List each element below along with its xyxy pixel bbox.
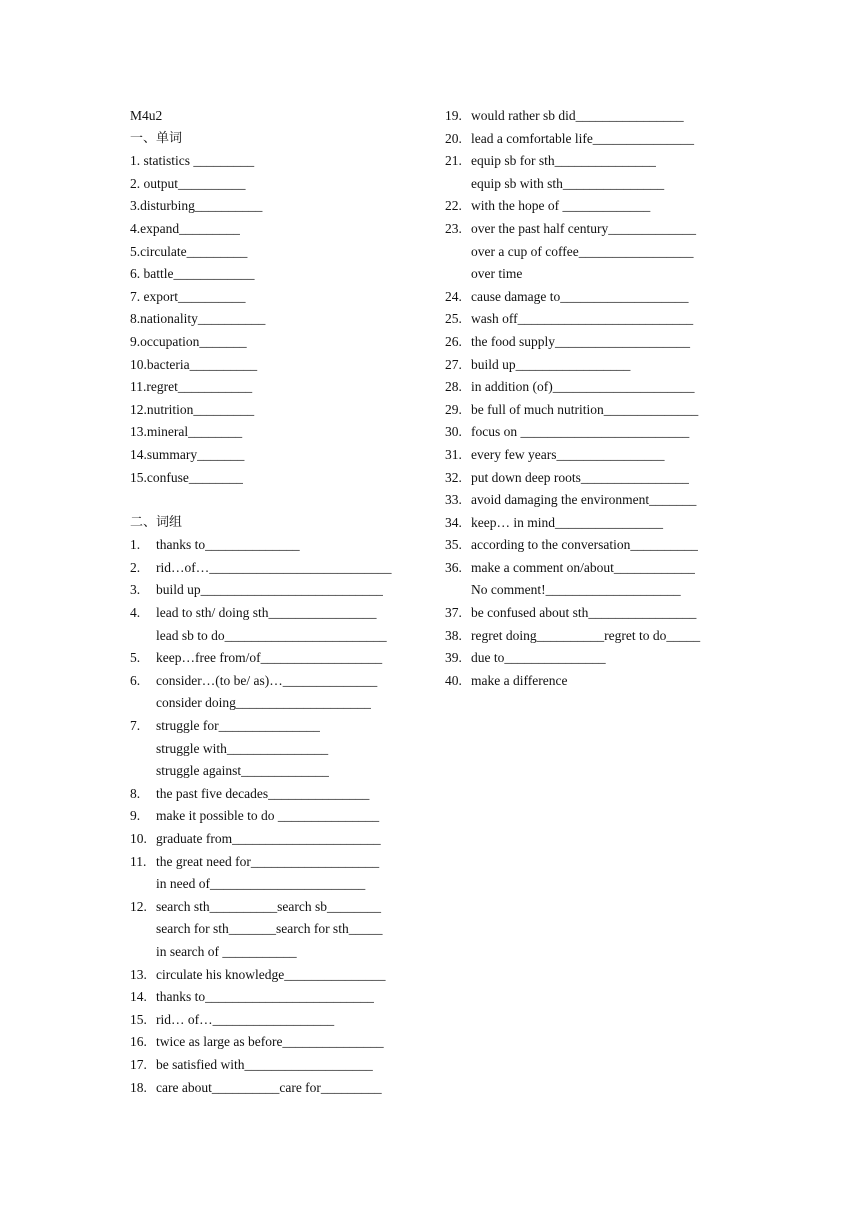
right-column [445,105,745,692]
phrase-item [130,534,430,557]
phrase-text: be confused about sth________________ [471,605,697,621]
phrase-text: the food supply____________________ [471,333,690,349]
vocab-item: 4.expand_________ [130,220,240,236]
phrase-text: struggle for_______________ [156,718,320,734]
phrase-item [130,964,430,987]
phrase-item [445,354,745,377]
phrase-number: 34. [445,514,462,530]
phrase-item [445,489,745,512]
phrase-number: 13. [130,966,147,982]
phrase-text: rid…of…___________________________ [156,559,392,575]
phrase-item [130,602,430,625]
vocab-item: 5.circulate_________ [130,243,248,259]
blank-line [130,489,430,512]
phrase-number: 18. [130,1079,147,1095]
phrase-text: the past five decades_______________ [156,785,370,801]
phrase-continuation: struggle with_______________ [156,740,329,756]
phrase-text: over the past half century_____________ [471,220,696,236]
phrase-item [445,195,745,218]
phrase-text: every few years________________ [471,446,665,462]
phrase-text: graduate from______________________ [156,831,381,846]
phrase-item [130,986,430,1009]
phrase-text: cause damage to___________________ [471,288,689,304]
vocab-item: 2. output__________ [130,175,246,191]
phrase-text: lead a comfortable life_______________ [471,130,695,146]
vocab-item: 14.summary_______ [130,446,245,462]
phrase-number: 1. [130,537,141,553]
phrase-number: 28. [445,379,462,395]
phrase-item [445,105,745,128]
phrase-text: keep…free from/of__________________ [156,650,383,666]
phrase-number: 2. [130,559,141,575]
phrase-continuation: consider doing____________________ [156,695,371,711]
phrase-item [130,896,430,919]
document-title: M4u2 [130,108,163,123]
phrase-number: 24. [445,288,462,304]
phrase-text: make a difference [471,672,568,688]
phrase-item [445,150,745,173]
phrase-text: in addition (of)_____________________ [471,379,695,395]
phrase-item [445,557,745,580]
phrase-item [130,783,430,806]
phrase-text: be satisfied with___________________ [156,1056,373,1072]
phrase-item [445,647,745,670]
phrase-text: circulate his knowledge_______________ [156,966,386,982]
phrase-item [130,647,430,670]
phrase-number: 40. [445,672,462,688]
phrase-number: 4. [130,605,141,621]
vocabulary-list [130,150,430,489]
phrase-number: 3. [130,582,141,598]
phrase-number: 23. [445,220,462,236]
phrase-text: focus on _________________________ [471,424,690,440]
phrase-item [130,670,430,693]
phrase-text: would rather sb did________________ [471,108,684,123]
phrase-text: rid… of…__________________ [156,1011,335,1027]
phrase-item [130,1031,430,1054]
phrase-item [445,602,745,625]
phrase-item [445,308,745,331]
vocab-item: 8.nationality__________ [130,311,266,327]
phrase-continuation: No comment!____________________ [471,582,681,598]
phrase-item [130,579,430,602]
vocab-item: 15.confuse________ [130,469,243,485]
phrase-text: build up_________________ [471,356,631,372]
phrase-item [130,805,430,828]
phrase-number: 21. [445,153,462,169]
phrase-continuation: struggle against_____________ [156,763,329,779]
phrase-text: equip sb for sth_______________ [471,153,656,169]
phrase-text: wash off__________________________ [471,311,694,327]
phrase-item [445,421,745,444]
phrase-text: care about__________care for_________ [156,1079,382,1095]
left-column [130,105,430,1099]
phrase-text: thanks to_________________________ [156,989,374,1005]
phrase-number: 7. [130,718,141,734]
phrase-number: 14. [130,989,147,1005]
phrase-text: consider…(to be/ as)…______________ [156,672,378,688]
vocab-item: 13.mineral________ [130,424,243,440]
phrase-continuation: over a cup of coffee_________________ [471,243,694,259]
phrase-continuation: over time [471,266,523,282]
phrase-text: thanks to______________ [156,537,300,553]
phrase-item [130,1054,430,1077]
vocab-item: 10.bacteria__________ [130,356,258,372]
phrase-item [445,625,745,648]
phrase-number: 37. [445,605,462,621]
phrase-number: 16. [130,1034,147,1050]
phrase-number: 5. [130,650,141,666]
phrase-list-right [445,105,745,692]
phrase-text: build up___________________________ [156,582,383,598]
phrase-text: the great need for___________________ [156,853,380,869]
phrase-number: 10. [130,831,147,846]
phrase-text: put down deep roots________________ [471,469,689,485]
phrase-continuation: lead sb to do________________________ [156,627,387,643]
phrase-text: make a comment on/about____________ [471,559,695,575]
phrase-text: avoid damaging the environment_______ [471,492,697,508]
phrase-number: 11. [130,853,147,869]
phrase-item [445,399,745,422]
phrase-number: 29. [445,401,462,417]
section2-heading: 二、词组 [130,514,183,530]
phrase-continuation: in need of_______________________ [156,876,366,892]
phrase-text: due to_______________ [471,650,606,666]
phrase-number: 22. [445,198,462,214]
phrase-item [445,218,745,241]
phrase-number: 9. [130,808,141,824]
phrase-text: according to the conversation__________ [471,537,698,553]
vocab-item: 3.disturbing__________ [130,198,263,214]
phrase-text: keep… in mind________________ [471,514,663,530]
phrase-text: regret doing__________regret to do_____ [471,627,701,643]
phrase-item [445,512,745,535]
phrase-item [445,670,745,693]
vocab-item: 12.nutrition_________ [130,401,255,417]
phrase-text: with the hope of _____________ [471,198,651,214]
phrase-item [445,376,745,399]
phrase-number: 39. [445,650,462,666]
phrase-number: 31. [445,446,462,462]
phrase-item [445,286,745,309]
phrase-number: 12. [130,898,147,914]
phrase-item [445,128,745,151]
phrase-number: 27. [445,356,462,372]
phrase-number: 35. [445,537,462,553]
phrase-number: 6. [130,672,141,688]
phrase-text: be full of much nutrition______________ [471,401,699,417]
phrase-item [130,1009,430,1032]
phrase-item [130,557,430,580]
vocab-item: 7. export__________ [130,288,246,304]
phrase-number: 8. [130,785,141,801]
vocab-item: 6. battle____________ [130,266,255,282]
phrase-item [445,331,745,354]
phrase-number: 15. [130,1011,147,1027]
phrase-number: 33. [445,492,462,508]
phrase-number: 36. [445,559,462,575]
phrase-text: lead to sth/ doing sth________________ [156,605,377,621]
phrase-number: 25. [445,311,462,327]
phrase-text: make it possible to do _______________ [156,808,380,824]
phrase-continuation: search for sth_______search for sth_____ [156,921,383,937]
phrase-continuation: equip sb with sth_______________ [471,175,665,191]
phrase-item [130,851,430,874]
vocab-item: 9.occupation_______ [130,333,247,349]
phrase-text: twice as large as before_______________ [156,1034,384,1050]
phrase-number: 19. [445,108,462,123]
phrase-item [130,715,430,738]
phrase-item [445,467,745,490]
phrase-item [130,828,430,851]
phrase-number: 26. [445,333,462,349]
phrase-number: 30. [445,424,462,440]
phrase-item [130,1077,430,1100]
phrase-item [445,534,745,557]
vocab-item: 1. statistics _________ [130,153,255,169]
phrase-number: 20. [445,130,462,146]
phrase-number: 17. [130,1056,147,1072]
phrase-number: 32. [445,469,462,485]
phrase-item [445,444,745,467]
phrase-number: 38. [445,627,462,643]
vocab-item: 11.regret___________ [130,379,253,395]
phrase-text: search sth__________search sb________ [156,898,381,914]
section1-heading: 一、单词 [130,130,183,146]
phrase-list-left [130,534,430,1099]
phrase-continuation: in search of ___________ [156,943,297,959]
